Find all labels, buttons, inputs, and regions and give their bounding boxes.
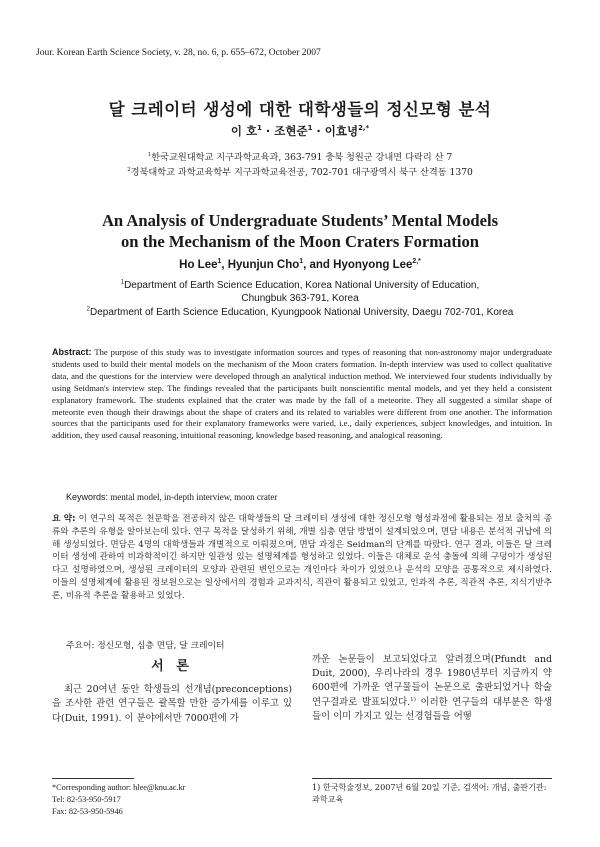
korean-keywords: [66, 638, 225, 651]
korean-affiliation-2-sup: 2: [127, 166, 131, 173]
english-title-line-2: on the Mechanism of the Moon Craters Formation: [120, 232, 480, 251]
english-affiliation-1-line-2: Chungbuk 363-791, Korea: [241, 293, 359, 304]
english-author-3-sup: 2,*: [412, 258, 421, 266]
author-separator: ·: [312, 124, 325, 138]
english-author-1-sup: 1: [217, 258, 222, 266]
corresponding-fax: Fax: 82-53-950-5946: [52, 806, 123, 816]
english-title-line-1: An Analysis of Undergraduate Students’ Mental Models: [101, 211, 499, 230]
body-paragraph-right-text: 까운 논문들이 보고되었다고 알려졌으며(Pfundt and Duit, 2000), 우리나라의 경우 1980년부터 지금까지 약 600편에 가까운 연구물들이 논문으로 출판되었거나 학술연구결과로 발표되었다.: [312, 654, 552, 708]
abstract: [52, 347, 552, 442]
journal-citation: Jour. Korean Earth Science Society, v. 28, no. 6, p. 655–672, October 2007: [36, 48, 321, 58]
footnote-rule-left: [52, 778, 134, 779]
korean-abstract-label: 요 약:: [52, 514, 76, 524]
english-affiliation-2-line-1: Department of Earth Science Education, Kyungpook National University, Daegu 702-701, Korea: [89, 307, 514, 318]
body-paragraph-right-cont: 이러한 연구들의 대부분은 학생들이 이미 가지고 있는 선경험들을 어떻: [312, 696, 552, 722]
korean-title: 달 크레이터 생성에 대한 대학생들의 정신모형 분석: [108, 100, 492, 119]
corresponding-tel: Tel: 82-53-950-5917: [52, 794, 121, 804]
corresponding-author: *Corresponding author: hlee@knu.ac.kr: [52, 783, 186, 792]
body-paragraph-right: [312, 653, 552, 724]
korean-author-3-sup: 2,*: [358, 124, 370, 133]
body-column-right: [312, 653, 552, 724]
footnote-1: 1) 한국학술정보, 2007년 6월 20일 기준, 검색어: 개념, 출판기관: 과학교육: [312, 782, 547, 804]
english-author-1: Ho Lee: [179, 259, 218, 271]
korean-author-1-sup: 1: [257, 124, 262, 133]
keywords-label: Keywords:: [66, 492, 109, 502]
korean-affiliation-1: [0, 149, 600, 163]
corresponding-footnote: [52, 782, 185, 817]
korean-author-2-sup: 1: [307, 124, 313, 133]
english-title: [0, 210, 600, 252]
korean-author-2: 조현준: [274, 124, 308, 138]
english-affiliation-1-sup: 1: [120, 279, 125, 286]
english-author-3: Hyonyong Lee: [333, 259, 413, 271]
abstract-label: Abstract:: [52, 347, 92, 357]
abstract-text: The purpose of this study was to investigate information sources and types of reasoning that non-astronomy major undergraduate students used to build their mental models on the mechanism of the Moon craters formation. In-depth interview was used to collect qualitative data, and the questions for the interview were developed through an analytical induction method. We interviewed four students individually by using Seidman's interview step. The findings revealed that the participants built nonscientific mental models, and yet they held a consistent explanatory framework. The students explained that the crater was made by the fall of a meteorite. They all suggested a similar shape of meteorite even though their drawings about the shape of craters and its related to variables were different from one another. The information sources that the participants used for their explanatory frameworks were varied, i.e., daily experiences, subject knowledges, and intuition. In addition, they used causal reasoning, intuitional reasoning, knowledge based reasoning, and analogical reasoning.: [52, 347, 552, 441]
korean-author-1: 이 호: [230, 124, 258, 138]
author-separator: ·: [261, 124, 275, 138]
korean-affiliation-1-sup: 1: [147, 151, 152, 158]
footnote-ref-1: 1): [410, 696, 416, 703]
korean-affiliation-2: [0, 164, 600, 178]
english-affiliation-1-line-1: Department of Earth Science Education, Korea National University of Education,: [124, 280, 480, 291]
korean-author-3: 이효녕: [324, 124, 359, 138]
korean-abstract-text: 이 연구의 목적은 천문학을 전공하지 않은 대학생들의 달 크레이터 생성에 대한 정신모형 형성과정에 활용되는 정보 출처의 종류와 추론의 유형을 알아보는데 있다. 연구 목적을 달성하기 위해, 개별 심층 면담 방법이 설계되었으며, 면담 내용은 분석적 귀납에 의해 생성되었다. 면담은 4명의 대학생들과 개별적으로 이뤄졌으며, 면담 과정은 Seidman의 단계를 따랐다. 연구 결과, 이들은 달 크레이터 생성에 관하여 비과학적이긴 하지만 일관성 있는 설명체계를 형성하고 있었다. 이들은 대체로 운석 충돌에 의해 구덩이가 생성된다고 설명하였으며, 생성된 크레이터의 모양과 관련된 변인으로는 개인마다 차이가 있었으나 운석의 모양을 공통적으로 제시하였다. 이들의 설명체계에 활용된 정보원으로는 일상에서의 경험과 교과지식, 직관이 활용되고 있었고, 인과적 추론, 직관적 추론, 지식기반추론, 비유적 추론을 활용하고 있었다.: [52, 514, 553, 601]
keywords-text: mental model, in-depth interview, moon crater: [110, 492, 278, 502]
korean-keywords-label: 주요어:: [66, 641, 95, 651]
korean-abstract: [52, 513, 552, 603]
english-affiliation-2-sup: 2: [86, 306, 90, 313]
korean-affiliation-1-text: 한국교원대학교 지구과학교육과, 363-791 충북 청원군 강내면 다락리 산 7: [151, 152, 453, 163]
english-affiliation-2: [0, 306, 600, 319]
body-paragraph-left: 최근 20여년 동안 학생들의 선개념(preconceptions)을 조사한 관련 연구들은 괄목할 만한 증가세를 이루고 있다(Duit, 1991). 이 분야에서만 7000편에 가: [52, 684, 292, 724]
body-column-left: [52, 660, 292, 726]
section-heading-introduction: 서 론: [151, 659, 193, 674]
english-affiliation-1: [0, 279, 600, 305]
english-authors: Ho Lee$^1$, Hyunjun Cho$^1$, and Hyonyong Lee$^{2,*}$: [179, 258, 421, 271]
korean-authors: [0, 123, 600, 139]
korean-affiliation-2-text: 경북대학교 과학교육학부 지구과학교육전공, 702-701 대구광역시 북구 산격동 1370: [130, 167, 473, 178]
footnote-rule-right: [312, 778, 552, 779]
english-author-2: Hyunjun Cho: [227, 259, 300, 271]
korean-keywords-text: 정신모형, 심층 면담, 달 크레이터: [97, 641, 225, 651]
english-author-2-sup: 1: [299, 258, 304, 266]
keywords: [66, 492, 277, 502]
